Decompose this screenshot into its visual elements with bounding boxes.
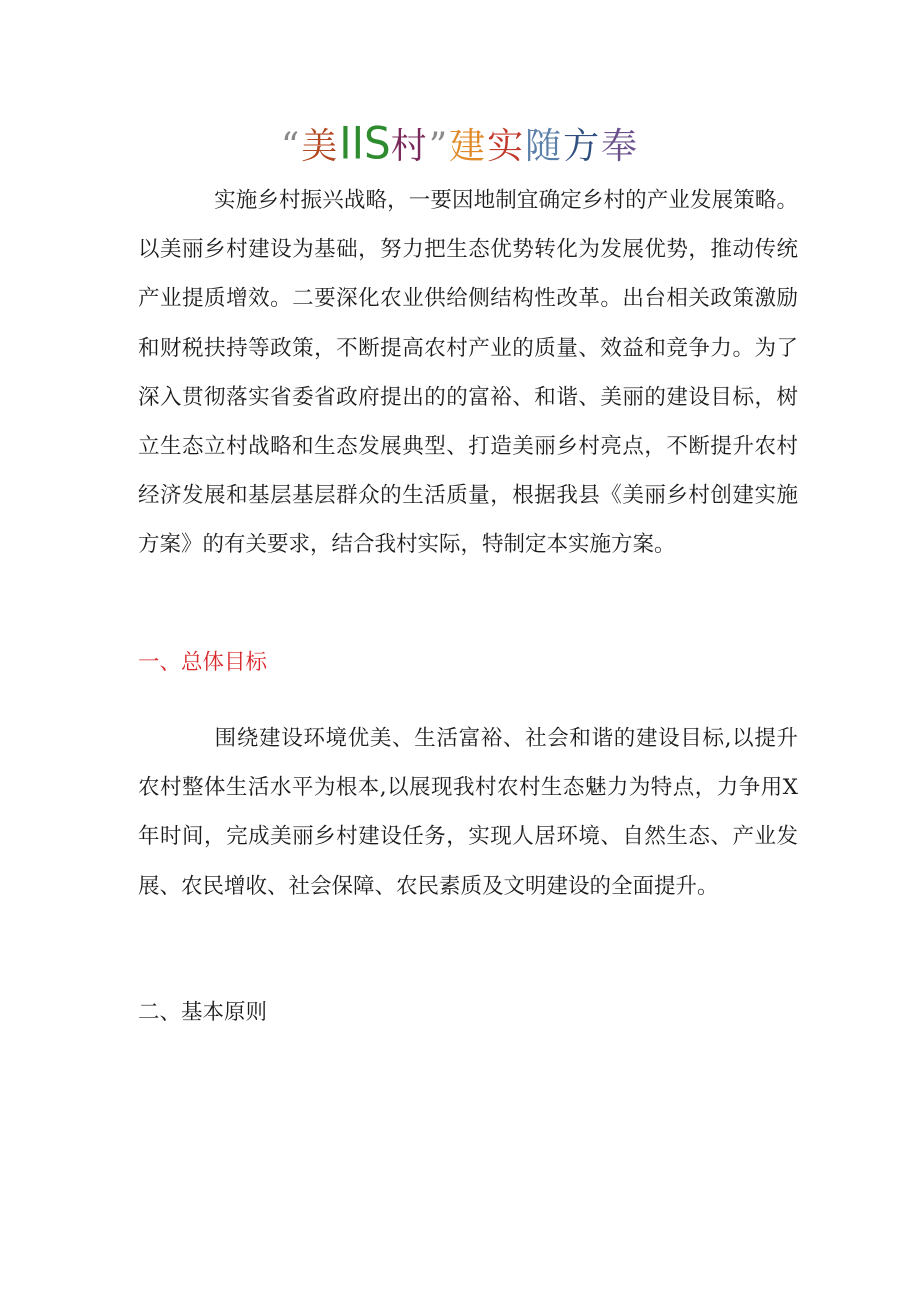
title-char-cun: 村 [390, 126, 429, 167]
title-char-shi: 实 [487, 126, 526, 167]
overall-goal-paragraph [138, 714, 798, 911]
section-heading-overall-goal: 一、总体目标 [138, 650, 268, 675]
title-char-sui: 随 [525, 126, 564, 167]
title-char-fang: 方 [563, 126, 602, 167]
title-char-mei: 美 [301, 126, 340, 167]
overall-goal-text: 围绕建设环境优美、生活富裕、社会和谐的建设目标,以提升农村整体生活水平为根本,以展现我村农村生态魅力为特点，力争用X年时间，完成美丽乡村建设任务，实现人居环境、自然生态、产业发展、农民增收、社会保障、农民素质及文明建设的全面提升。 [138, 726, 798, 899]
title-open-quote: “ [280, 126, 302, 167]
title-char-feng: 奉 [601, 126, 640, 167]
intro-text: 实施乡村振兴战略，一要因地制宜确定乡村的产业发展策略。以美丽乡村建设为基础，努力把生态优势转化为发展优势，推动传统产业提质增效。二要深化农业供给侧结构性改革。出台相关政策激励和财税扶持等政策，不断提高农村产业的质量、效益和竞争力。为了深入贯彻落实省委省政府提出的的富裕、和谐、美丽的建设目标，树立生态立村战略和生态发展典型、打造美丽乡村亮点，不断提升农村经济发展和基层基层群众的生活质量，根据我县《美丽乡村创建实施方案》的有关要求，结合我村实际，特制定本实施方案。 [138, 188, 798, 558]
title-close-quote: ” [428, 126, 450, 167]
document-title [0, 118, 920, 173]
intro-paragraph [138, 176, 798, 570]
title-char-jian: 建 [449, 126, 488, 167]
title-latin-iis: IIS [339, 117, 391, 170]
section-heading-basic-principles: 二、基本原则 [138, 1000, 268, 1025]
